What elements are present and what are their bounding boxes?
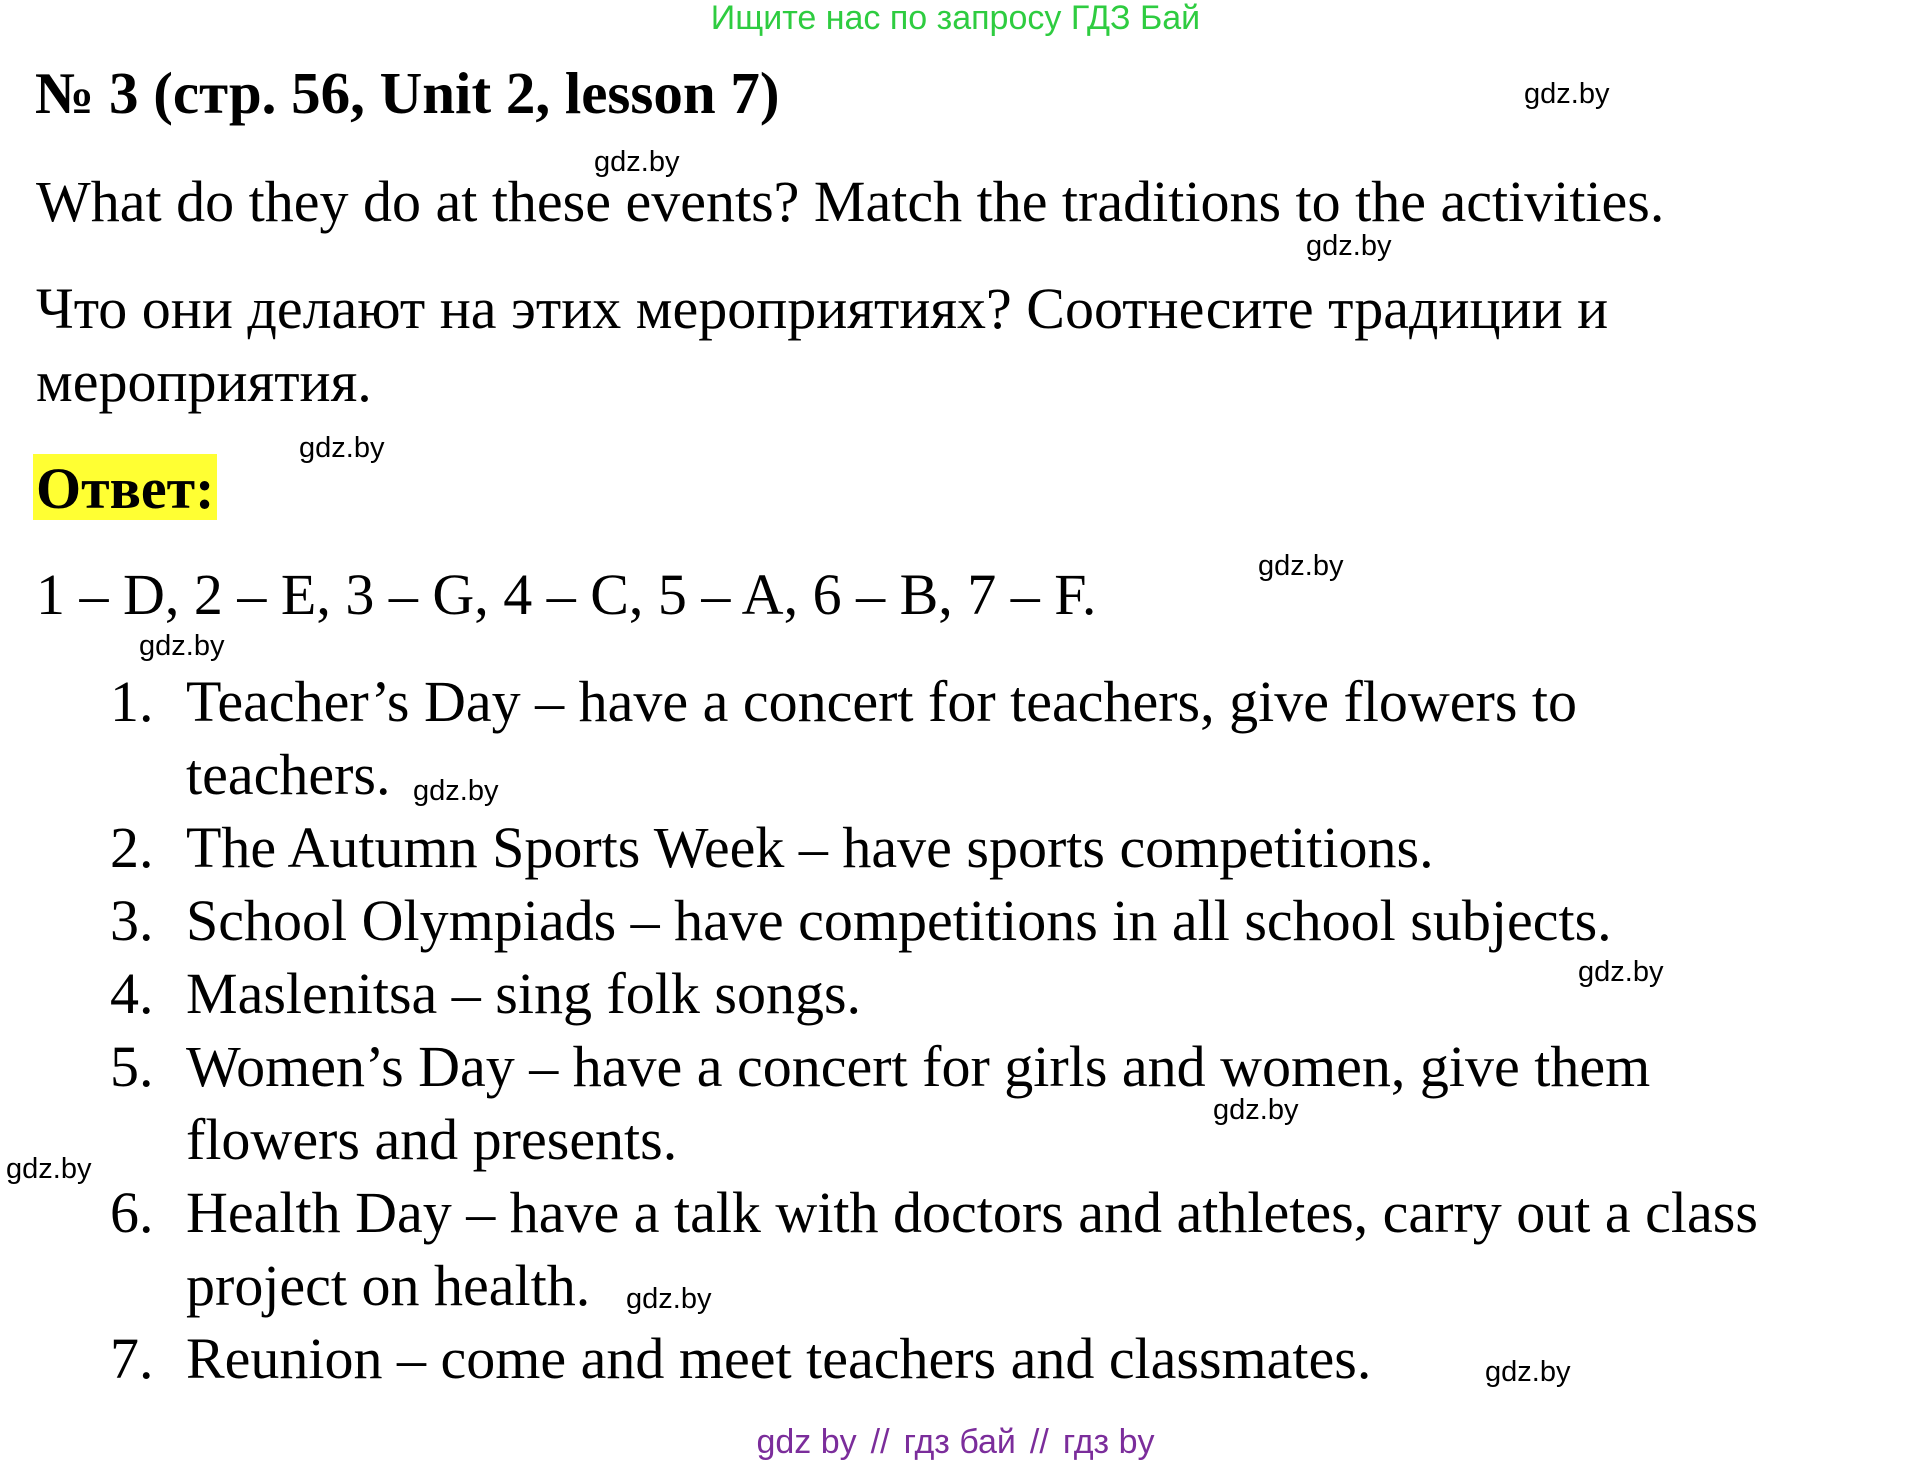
watermark: gdz.by bbox=[413, 775, 499, 807]
footer-link-gdz-bay[interactable]: гдз бай bbox=[903, 1423, 1016, 1461]
list-item-5-line1: Women’s Day – have a concert for girls and women, give them bbox=[186, 1034, 1651, 1099]
footer-link-gdz-by-2[interactable]: гдз by bbox=[1062, 1423, 1155, 1461]
list-item-number-7: 7. bbox=[110, 1326, 154, 1391]
list-item-1-line1: Teacher’s Day – have a concert for teachers, give flowers to bbox=[186, 669, 1578, 734]
watermark: gdz.by bbox=[299, 432, 385, 464]
watermark: gdz.by bbox=[139, 630, 225, 662]
watermark: gdz.by bbox=[1485, 1356, 1571, 1388]
watermark: gdz.by bbox=[1213, 1094, 1299, 1126]
answer-label: Ответ: bbox=[33, 454, 217, 520]
answer-key: 1 – D, 2 – E, 3 – G, 4 – C, 5 – A, 6 – B, 7 – F. bbox=[36, 562, 1097, 627]
list-item-number-4: 4. bbox=[110, 961, 154, 1026]
list-item-number-6: 6. bbox=[110, 1180, 154, 1245]
watermark: gdz.by bbox=[1524, 78, 1610, 110]
list-item-3-line1: School Olympiads – have competitions in all school subjects. bbox=[186, 888, 1612, 953]
list-item-7-line1: Reunion – come and meet teachers and classmates. bbox=[186, 1326, 1372, 1391]
instruction-english: What do they do at these events? Match the traditions to the activities. bbox=[36, 169, 1665, 234]
list-item-4-line1: Maslenitsa – sing folk songs. bbox=[186, 961, 862, 1026]
instruction-russian-line1: Что они делают на этих мероприятиях? Соотнесите традиции и bbox=[36, 276, 1609, 341]
list-item-5-line2: flowers and presents. bbox=[186, 1107, 678, 1172]
instruction-russian-line2: мероприятия. bbox=[36, 349, 372, 414]
top-banner: Ищите нас по запросу ГДЗ Бай bbox=[710, 0, 1201, 37]
list-item-number-2: 2. bbox=[110, 815, 154, 880]
watermark: gdz.by bbox=[1578, 956, 1664, 988]
watermark: gdz.by bbox=[1258, 550, 1344, 582]
list-item-number-1: 1. bbox=[110, 669, 154, 734]
list-item-2-line1: The Autumn Sports Week – have sports competitions. bbox=[186, 815, 1434, 880]
watermark: gdz.by bbox=[6, 1153, 92, 1185]
watermark: gdz.by bbox=[1306, 230, 1392, 262]
exercise-title: № 3 (стр. 56, Unit 2, lesson 7) bbox=[35, 60, 780, 126]
list-item-number-3: 3. bbox=[110, 888, 154, 953]
footer-link-gdz-by[interactable]: gdz by bbox=[756, 1423, 857, 1461]
list-item-1-line2: teachers. bbox=[186, 742, 391, 807]
list-item-6-line1: Health Day – have a talk with doctors and athletes, carry out a class bbox=[186, 1180, 1758, 1245]
watermark: gdz.by bbox=[626, 1283, 712, 1315]
footer-separator: // bbox=[870, 1423, 890, 1461]
watermark: gdz.by bbox=[594, 146, 680, 178]
list-item-6-line2: project on health. bbox=[186, 1253, 591, 1318]
footer-separator: // bbox=[1029, 1423, 1049, 1461]
list-item-number-5: 5. bbox=[110, 1034, 154, 1099]
